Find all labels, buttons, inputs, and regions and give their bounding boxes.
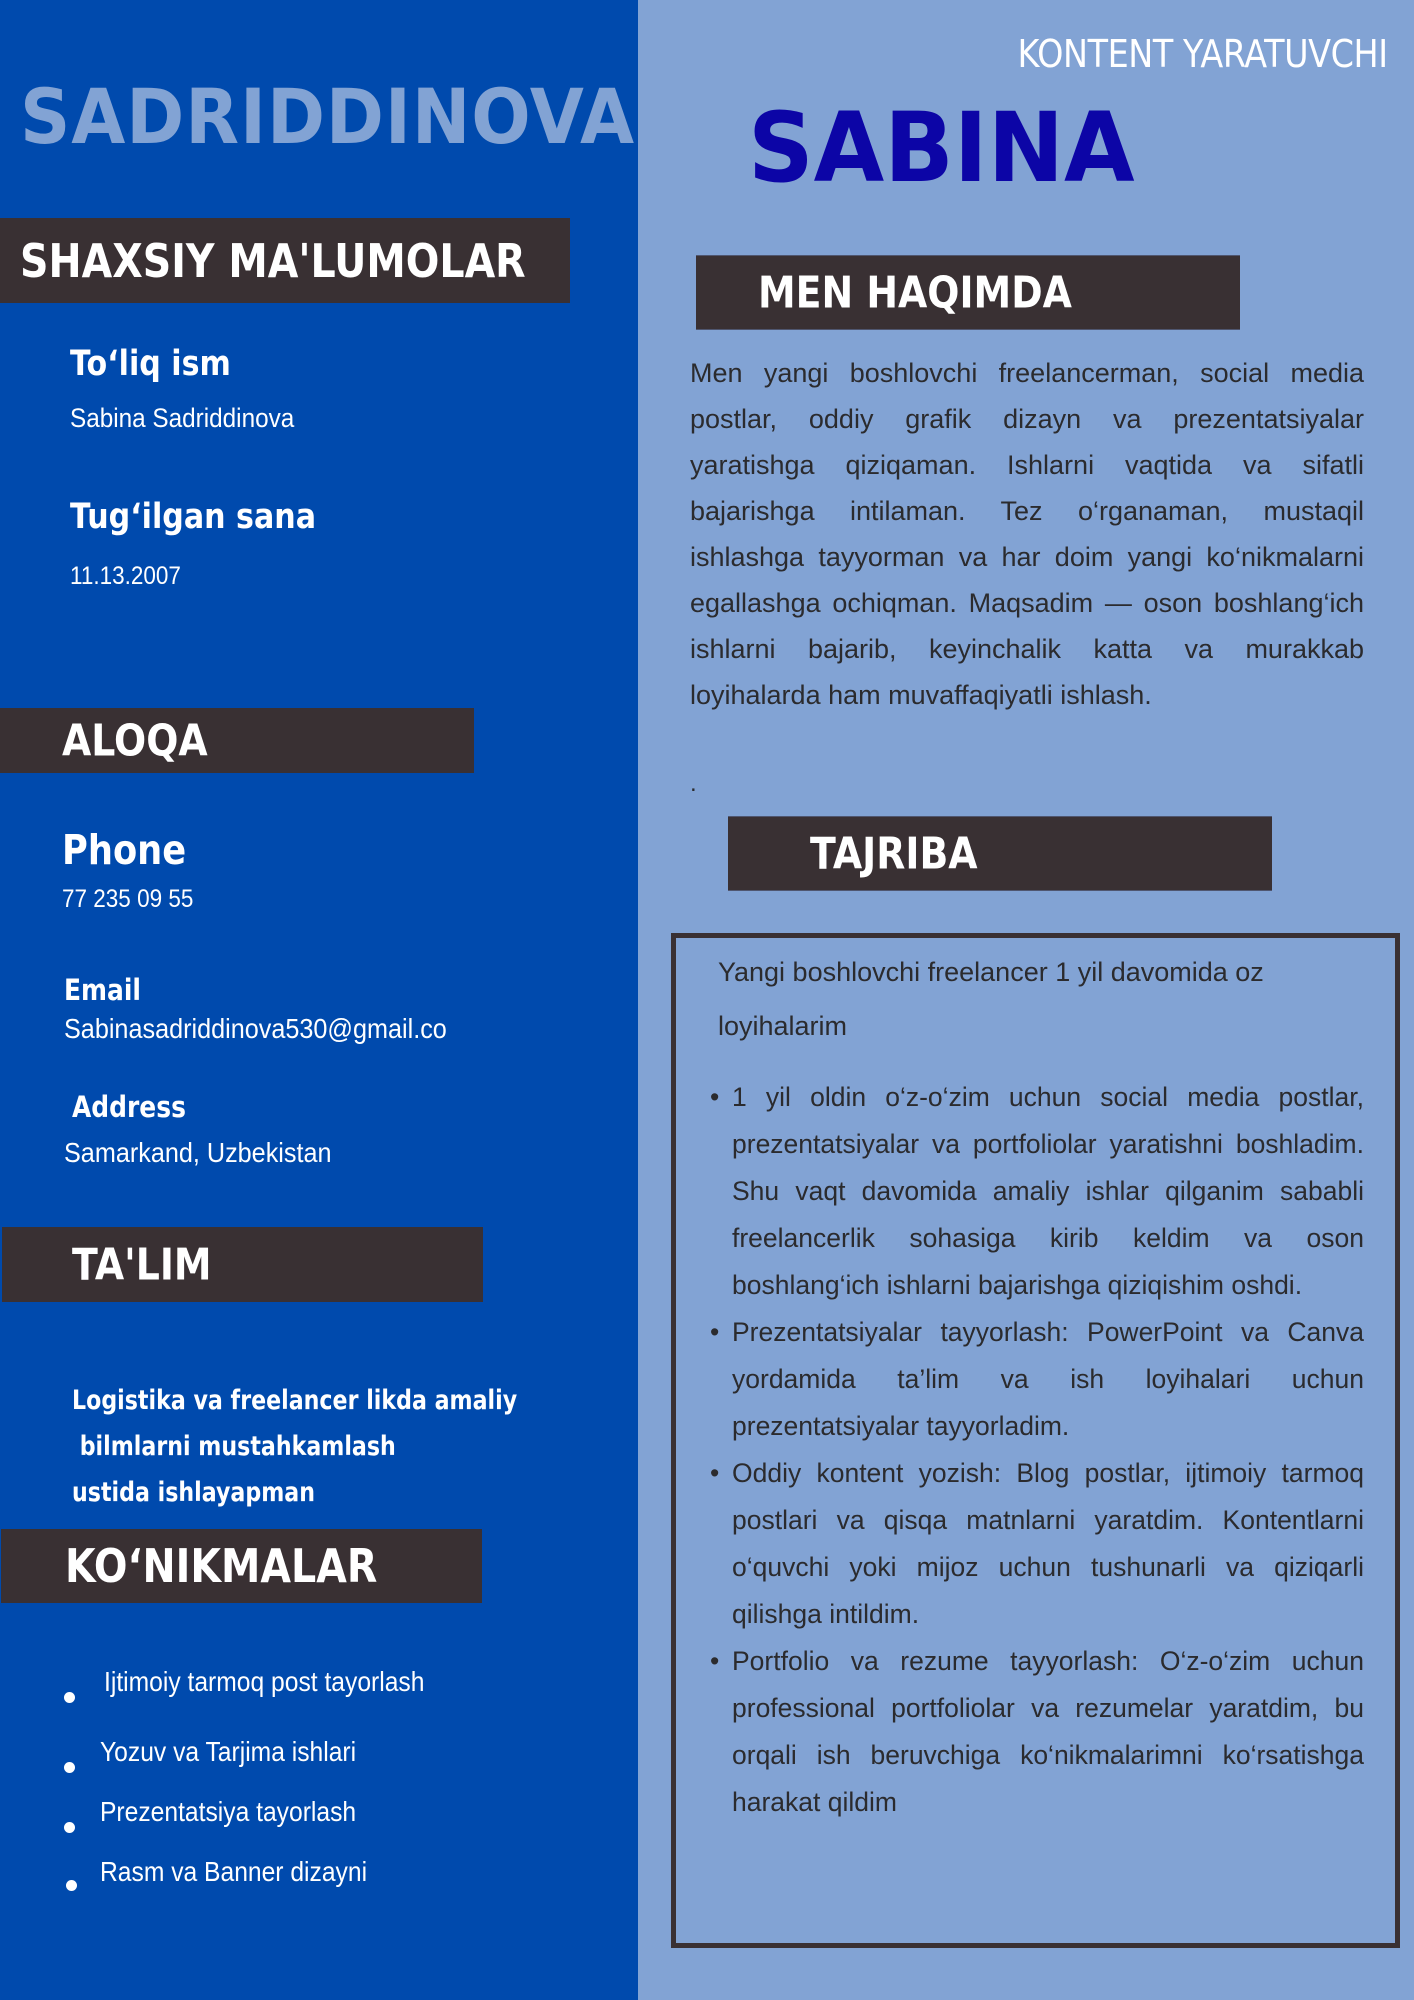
about-trailing-dot: . xyxy=(690,770,697,797)
bullet-icon xyxy=(64,1762,75,1773)
job-title: KONTENT YARATUVCHI xyxy=(1017,32,1388,76)
birth-date-label: Tug‘ilgan sana xyxy=(70,497,317,537)
education-heading-bar xyxy=(2,1227,483,1302)
experience-item xyxy=(710,1638,1364,1826)
full-name-value: Sabina Sadriddinova xyxy=(70,403,295,433)
bullet-icon: • xyxy=(710,1082,720,1112)
contact-heading: ALOQA xyxy=(62,715,208,766)
bullet-icon xyxy=(66,1880,77,1891)
experience-item-text: Prezentatsiyalar tayyorlash: PowerPoint va Canva yordamida ta’lim va ish loyihalari uchun prezentatsiyalar tayyorladim. xyxy=(732,1317,1364,1441)
experience-item xyxy=(710,1074,1364,1309)
surname-title: SADRIDDINOVA xyxy=(20,72,636,161)
experience-item-text: Portfolio va rezume tayyorlash: O‘z-o‘zim uchun professional portfoliolar va rezumelar yaratdim, bu orqali ish beruvchiga ko‘nikmalarimni ko‘rsatishga harakat qildim xyxy=(732,1646,1364,1817)
experience-item xyxy=(710,1309,1364,1450)
skill-label: Yozuv va Tarjima ishlari xyxy=(100,1736,357,1767)
skills-heading: KO‘NIKMALAR xyxy=(65,1539,378,1593)
experience-heading-bar xyxy=(728,816,1272,891)
education-text: Logistika va freelancer likda amaliy bilmlarni mustahkamlash ustida ishlayapman xyxy=(72,1385,518,1508)
skills-heading-bar xyxy=(1,1529,482,1603)
birth-date-value: 11.13.2007 xyxy=(70,562,181,590)
personal-info-heading-bar xyxy=(0,218,570,303)
education-heading: TA'LIM xyxy=(72,1239,212,1290)
phone-value[interactable]: 77 235 09 55 xyxy=(62,885,194,913)
email-label: Email xyxy=(64,973,141,1007)
phone-label: Phone xyxy=(62,826,187,874)
skill-label: Prezentatsiya tayorlash xyxy=(100,1796,357,1827)
about-heading-bar xyxy=(696,255,1240,330)
skill-label: Rasm va Banner dizayni xyxy=(100,1856,368,1887)
email-value[interactable]: Sabinasadriddinova530@gmail.co xyxy=(64,1013,447,1044)
bullet-icon: • xyxy=(710,1458,720,1488)
bullet-icon xyxy=(64,1692,75,1703)
experience-heading: TAJRIBA xyxy=(810,828,978,879)
experience-item xyxy=(710,1450,1364,1638)
bullet-icon: • xyxy=(710,1317,720,1347)
full-name-label: To‘liq ism xyxy=(70,344,231,384)
contact-heading-bar xyxy=(0,708,474,773)
bullet-icon xyxy=(64,1822,75,1833)
about-text: Men yangi boshlovchi freelancerman, social media postlar, oddiy grafik dizayn va prezentatsiyalar yaratishga qiziqaman. Ishlarni vaqtida va sifatli bajarishga intilaman. Tez o‘rganaman, mustaqil ishlashga tayyorman va har doim yangi ko‘nikmalarni egallashga ochiqman. Maqsadim — oson boshlang‘ich ishlarni bajarib, keyinchalik katta va murakkab loyihalarda ham muvaffaqiyatli ishlash. xyxy=(690,358,1364,710)
address-value: Samarkand, Uzbekistan xyxy=(64,1137,332,1168)
experience-list xyxy=(710,1074,1364,1826)
first-name-title: SABINA xyxy=(748,92,1135,204)
about-heading: MEN HAQIMDA xyxy=(758,267,1072,318)
personal-info-heading: SHAXSIY MA'LUMOLAR xyxy=(20,233,526,288)
experience-item-text: 1 yil oldin o‘z-o‘zim uchun social media postlar, prezentatsiyalar va portfoliolar yaratishni boshladim. Shu vaqt davomida amaliy ishlar qilganim sababli freelancerlik sohasiga kirib keldim va oson boshlang‘ich ishlarni bajarishga qiziqishim oshdi. xyxy=(732,1082,1364,1300)
bullet-icon: • xyxy=(710,1646,720,1676)
experience-item-text: Oddiy kontent yozish: Blog postlar, ijtimoiy tarmoq postlari va qisqa matnlarni yaratdim. Kontentlarni o‘quvchi yoki mijoz uchun tushunarli va qiziqarli qilishga intildim. xyxy=(732,1458,1364,1629)
skill-label: Ijtimoiy tarmoq post tayorlash xyxy=(104,1666,425,1697)
experience-intro: Yangi boshlovchi freelancer 1 yil davomida oz loyihalarim xyxy=(718,957,1264,1041)
address-label: Address xyxy=(72,1090,186,1124)
